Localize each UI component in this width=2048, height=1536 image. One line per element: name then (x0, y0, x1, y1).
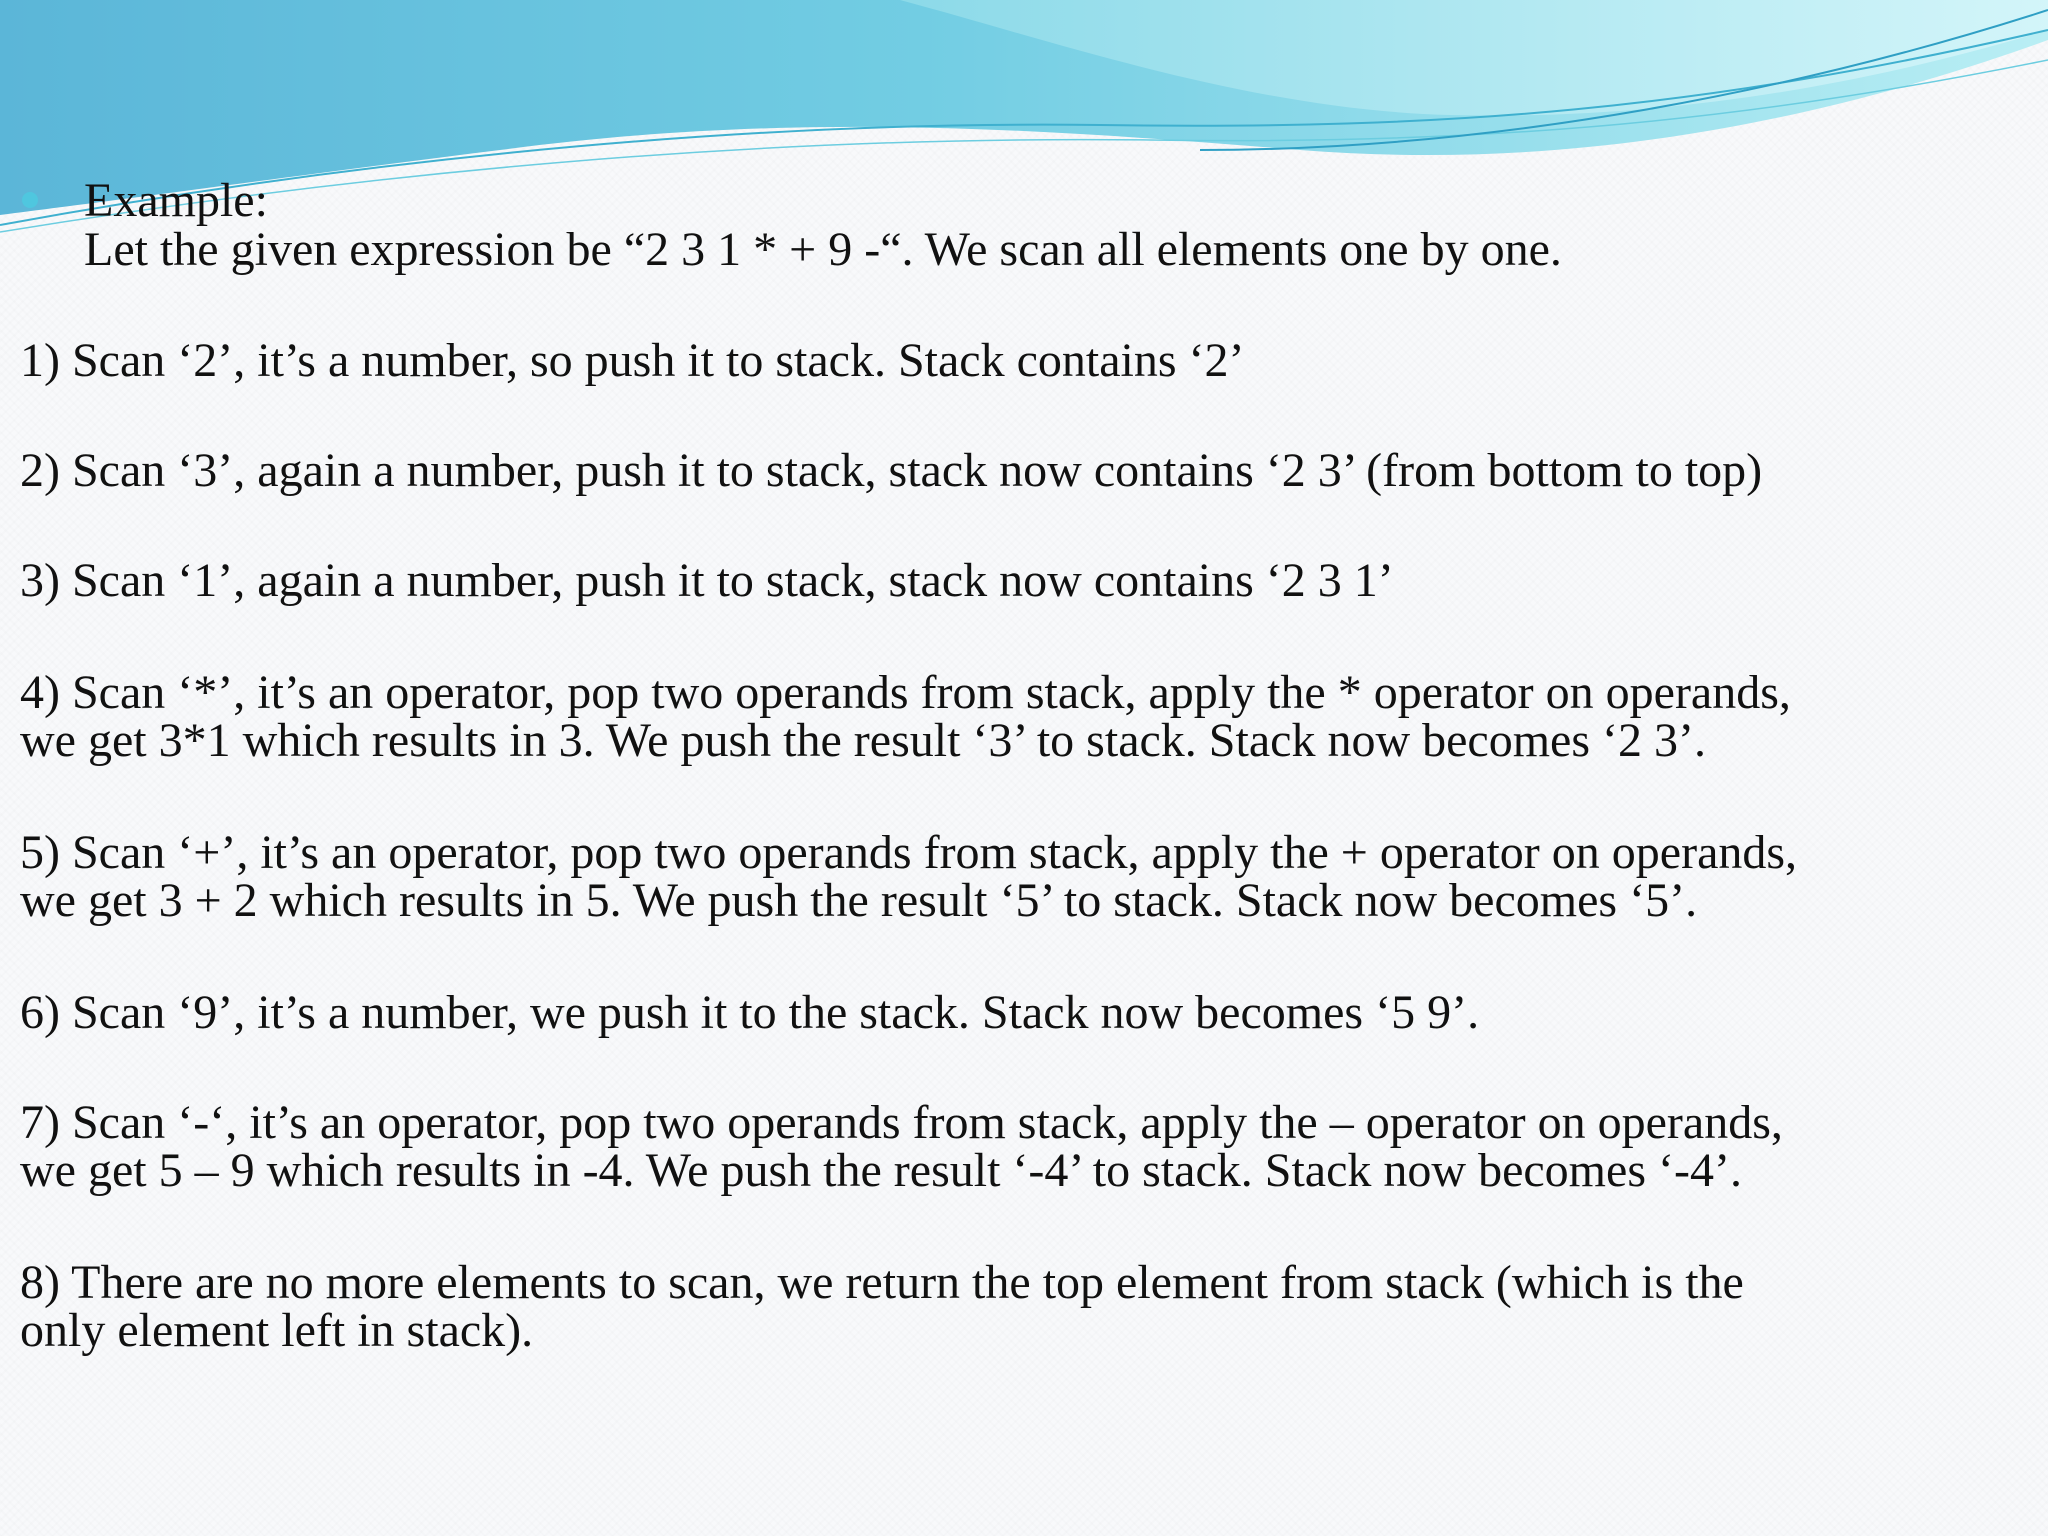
step-1-line-1: 1) Scan ‘2’, it’s a number, so push it to stack. Stack contains ‘2’ (20, 334, 1245, 387)
bullet-dot (22, 192, 38, 208)
step-2-line-1: 2) Scan ‘3’, again a number, push it to stack, stack now contains ‘2 3’ (from bottom to top) (20, 444, 1763, 497)
step-6-line-1: 6) Scan ‘9’, it’s a number, we push it to the stack. Stack now becomes ‘5 9’. (20, 986, 1480, 1039)
intro-text: Let the given expression be “2 3 1 * + 9 -“. We scan all elements one by one. (84, 223, 1562, 276)
example-heading: Example: (84, 174, 268, 227)
step-5-line-2: we get 3 + 2 which results in 5. We push the result ‘5’ to stack. Stack now becomes ‘5’. (20, 874, 1698, 927)
header-wave-decoration (0, 0, 2048, 240)
step-4-line-2: we get 3*1 which results in 3. We push the result ‘3’ to stack. Stack now becomes ‘2 3’. (20, 714, 1706, 767)
step-4-line-1: 4) Scan ‘*’, it’s an operator, pop two operands from stack, apply the * operator on operands, (20, 666, 1791, 719)
step-7-line-2: we get 5 – 9 which results in -4. We push the result ‘-4’ to stack. Stack now becomes ‘-4’. (20, 1144, 1742, 1197)
step-7-line-1: 7) Scan ‘-‘, it’s an operator, pop two operands from stack, apply the – operator on operands, (20, 1096, 1783, 1149)
step-3-line-1: 3) Scan ‘1’, again a number, push it to stack, stack now contains ‘2 3 1’ (20, 554, 1394, 607)
step-8-line-2: only element left in stack). (20, 1304, 534, 1357)
step-5-line-1: 5) Scan ‘+’, it’s an operator, pop two operands from stack, apply the + operator on operands, (20, 826, 1798, 879)
step-8-line-1: 8) There are no more elements to scan, we return the top element from stack (which is the (20, 1256, 1744, 1309)
